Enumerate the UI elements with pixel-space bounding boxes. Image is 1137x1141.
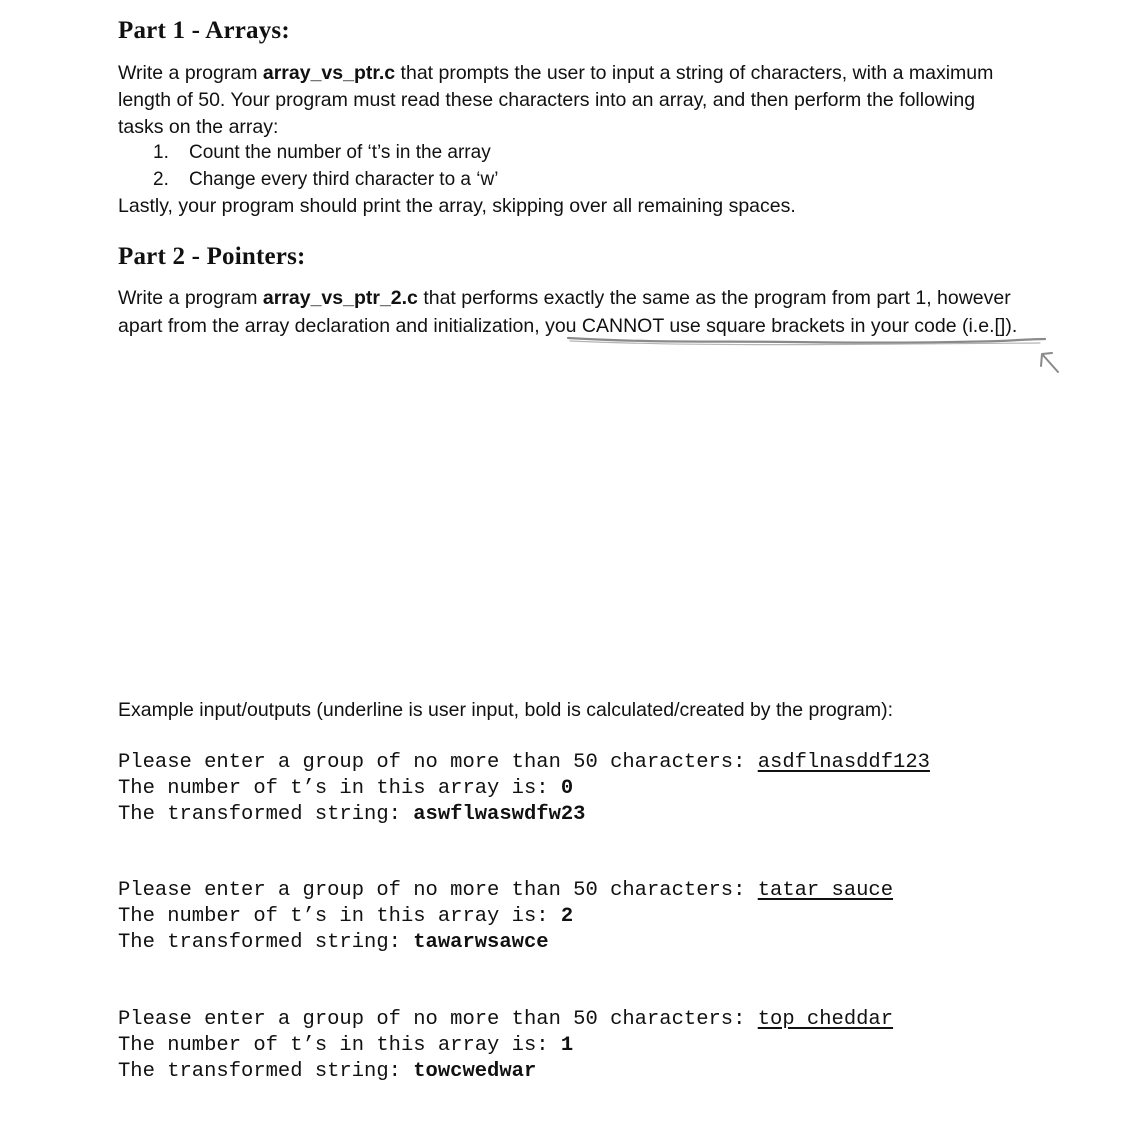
example-result-line <box>118 930 893 956</box>
example-count-line <box>118 776 930 802</box>
part2-heading: Part 2 - Pointers: <box>118 243 306 270</box>
list-item-number: 2. <box>153 168 169 190</box>
part1-closing: Lastly, your program should print the array, skipping over all remaining spaces. <box>118 195 796 217</box>
count-label: The number of t’s in this array is: <box>118 777 561 800</box>
example-run-3 <box>118 1007 893 1085</box>
result-value: aswflwaswdfw23 <box>413 803 586 826</box>
handwritten-underline-annotation <box>0 0 1137 400</box>
example-run-1 <box>118 750 930 828</box>
result-label: The transformed string: <box>118 803 414 826</box>
scribble-underline <box>568 338 1045 343</box>
example-result-line <box>118 802 930 828</box>
result-value: tawarwsawce <box>413 931 549 954</box>
example-run-2 <box>118 878 893 956</box>
list-item-text: Change every third character to a ‘w’ <box>189 168 499 190</box>
count-label: The number of t’s in this array is: <box>118 905 561 928</box>
list-item-text: Count the number of ‘t’s in the array <box>189 142 491 163</box>
user-input: top cheddar <box>757 1008 894 1031</box>
part2-intro-text: Write a program <box>118 287 263 309</box>
count-value: 1 <box>560 1034 574 1057</box>
prompt-label: Please enter a group of no more than 50 characters: <box>118 1008 758 1031</box>
count-value: 2 <box>560 905 574 928</box>
part2-intro-text-cont: that performs exactly the same as the program from part 1, however <box>417 287 1011 309</box>
result-label: The transformed string: <box>118 1060 414 1083</box>
part1-intro-text: Write a program <box>118 62 263 84</box>
prompt-label: Please enter a group of no more than 50 characters: <box>118 751 758 774</box>
user-input: tatar sauce <box>757 879 894 902</box>
count-value: 0 <box>560 777 574 800</box>
list-item-number: 1. <box>153 142 169 163</box>
part1-intro-line3: tasks on the array: <box>118 116 279 138</box>
example-prompt-line <box>118 878 893 904</box>
example-count-line <box>118 1033 893 1059</box>
example-count-line <box>118 904 893 930</box>
result-value: towcwedwar <box>413 1060 537 1083</box>
count-label: The number of t’s in this array is: <box>118 1034 561 1057</box>
part2-filename: array_vs_ptr_2.c <box>262 287 418 309</box>
part1-intro-text-cont: that prompts the user to input a string of characters, with a maximum <box>395 62 994 84</box>
result-label: The transformed string: <box>118 931 414 954</box>
part2-line2-text: apart from the array declaration and initialization, <box>118 315 546 337</box>
example-prompt-line <box>118 750 930 776</box>
example-result-line <box>118 1059 893 1085</box>
part1-filename: array_vs_ptr.c <box>262 62 396 84</box>
part1-intro-line2: length of 50. Your program must read these characters into an array, and then perform the following <box>118 89 976 111</box>
example-prompt-line <box>118 1007 893 1033</box>
part2-emphasis-text: you CANNOT use square brackets in your code (i.e.[]). <box>545 315 1018 337</box>
part1-heading: Part 1 - Arrays: <box>118 17 290 44</box>
arrow-icon <box>1041 353 1058 372</box>
user-input: asdflnasddf123 <box>757 751 930 774</box>
prompt-label: Please enter a group of no more than 50 characters: <box>118 879 758 902</box>
examples-caption: Example input/outputs (underline is user input, bold is calculated/created by the program): <box>118 699 894 721</box>
